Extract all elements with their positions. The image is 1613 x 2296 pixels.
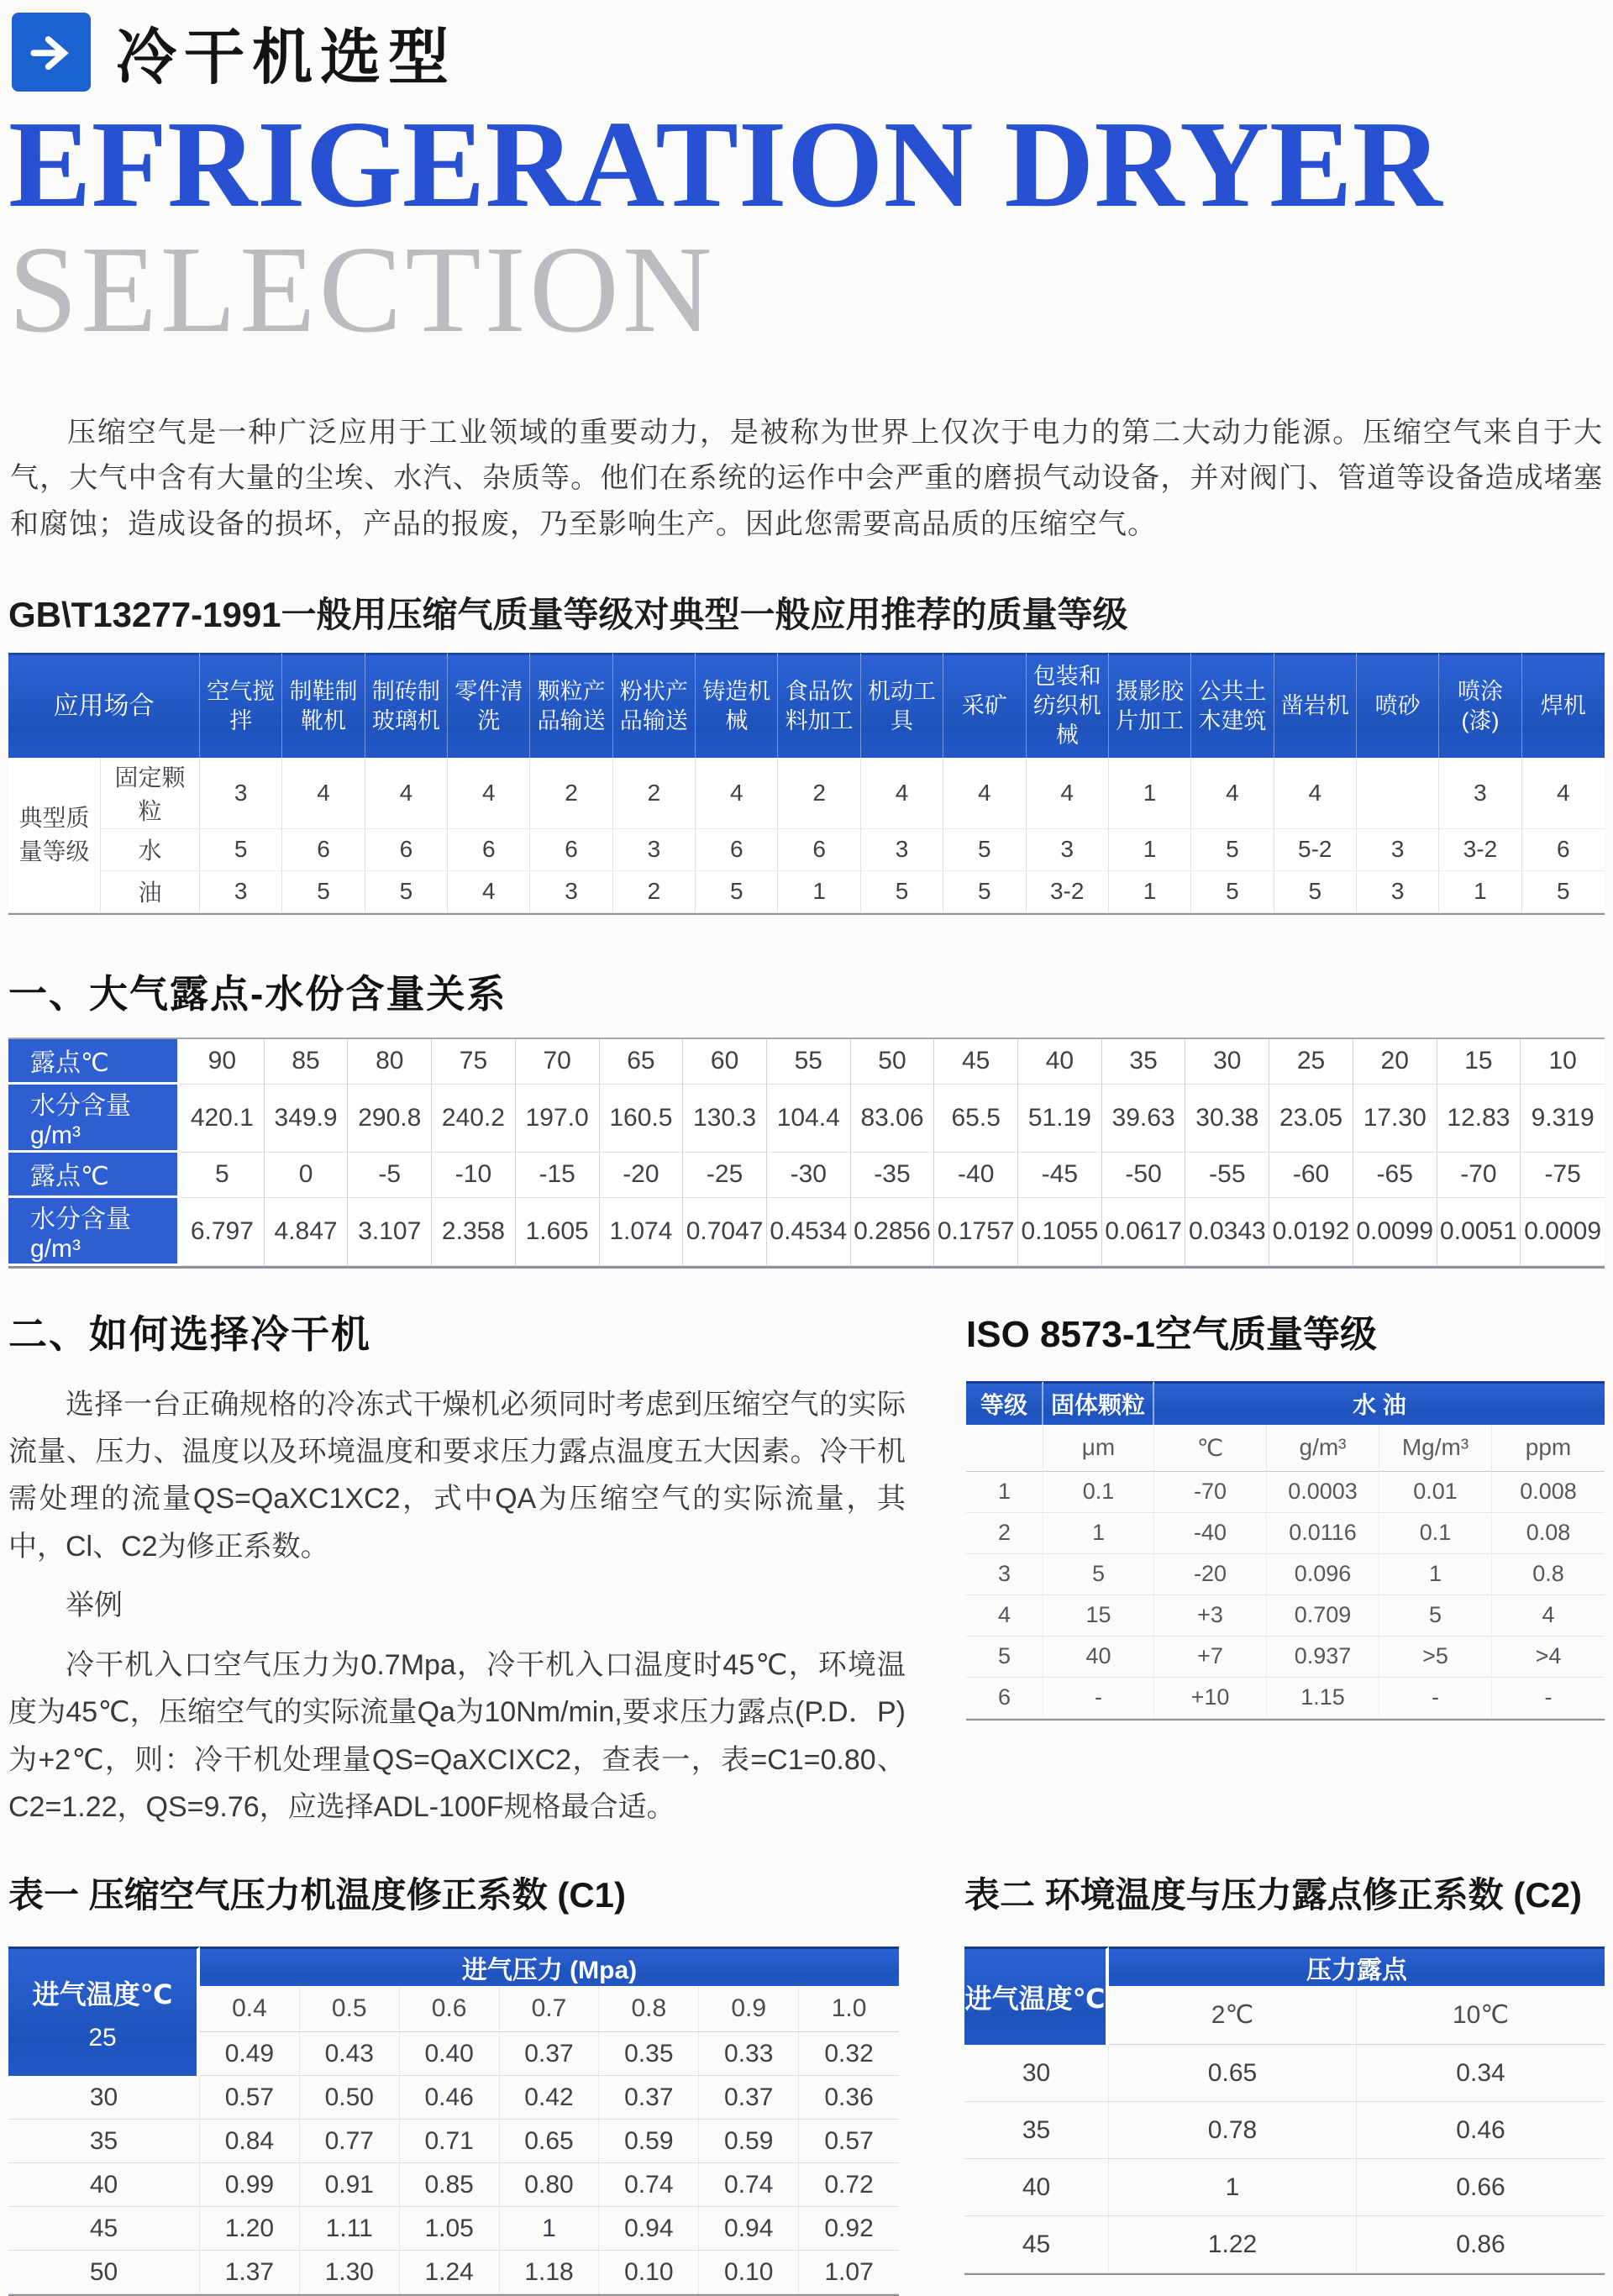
row-label: 露点℃ — [8, 1153, 181, 1198]
table-cell: 0.57 — [200, 2076, 300, 2120]
c2-section — [964, 1868, 1605, 2275]
table-cell: 1.15 — [1267, 1678, 1379, 1719]
table-cell: 4 — [1522, 758, 1605, 829]
table-cell: 0.74 — [699, 2163, 799, 2207]
table-cell: 0.94 — [599, 2207, 699, 2251]
table-cell: 1 — [1109, 829, 1191, 871]
table-cell: 0.08 — [1492, 1513, 1605, 1554]
table-cell: 0.096 — [1267, 1554, 1379, 1595]
table-cell: 0.0099 — [1353, 1198, 1437, 1266]
column-header: 喷砂 — [1357, 653, 1439, 757]
column-header: 1.0 — [799, 1986, 899, 2032]
row-label: 45 — [8, 2207, 200, 2251]
page-title: 冷干机选型 — [116, 24, 457, 92]
table-cell: 0.1 — [1043, 1472, 1154, 1513]
table-cell: 75 — [432, 1039, 516, 1085]
middle-columns — [8, 1304, 1605, 1831]
table-cell: 40 — [1018, 1039, 1102, 1085]
table-cell: 197.0 — [516, 1085, 600, 1153]
table-cell: 0.92 — [799, 2207, 899, 2251]
row-label: 3 — [966, 1554, 1043, 1595]
table-cell: 0 — [265, 1153, 349, 1198]
table-cell: -10 — [432, 1153, 516, 1198]
table-cell: 5 — [1191, 829, 1274, 871]
table-cell: 0.0009 — [1521, 1198, 1605, 1266]
column-header: 零件清洗 — [448, 653, 530, 757]
column-header: 0.8 — [599, 1986, 699, 2032]
column-header-label: 进气温度℃ — [32, 1978, 173, 2010]
table-cell: 349.9 — [265, 1085, 349, 1153]
table-cell: 0.37 — [699, 2076, 799, 2120]
row-label: 水分含量g/m³ — [8, 1085, 181, 1153]
table-cell: 23.05 — [1269, 1085, 1353, 1153]
table-cell: 4 — [1274, 758, 1357, 829]
table-cell: 0.1 — [1379, 1513, 1492, 1554]
unit-header: g/m³ — [1267, 1425, 1379, 1472]
table-cell: 130.3 — [683, 1085, 767, 1153]
table-cell: 25 — [1269, 1039, 1353, 1085]
table-cell: 6 — [778, 829, 860, 871]
table-cell: 0.86 — [1357, 2216, 1605, 2273]
table-cell: 0.10 — [599, 2251, 699, 2294]
row-label: 35 — [8, 2120, 200, 2163]
table-cell: +7 — [1154, 1637, 1267, 1678]
table-cell: 3.107 — [348, 1198, 432, 1266]
table-cell: 5 — [1379, 1595, 1492, 1637]
table-cell: 1.20 — [200, 2207, 300, 2251]
table-cell: - — [1379, 1678, 1492, 1719]
table-cell: 4 — [1191, 758, 1274, 829]
row-label: 5 — [966, 1637, 1043, 1678]
column-header: 应用场合 — [8, 653, 200, 757]
table-cell: 5 — [365, 871, 448, 913]
table-cell: 3-2 — [1027, 871, 1109, 913]
table-cell: 1 — [1439, 871, 1521, 913]
table-cell: 1.22 — [1109, 2216, 1357, 2273]
table-cell: 0.42 — [500, 2076, 600, 2120]
table-cell: 290.8 — [348, 1085, 432, 1153]
table-cell: 0.10 — [699, 2251, 799, 2294]
row-label: 40 — [964, 2159, 1109, 2216]
table-cell: 1 — [1109, 871, 1191, 913]
table-cell: 2 — [778, 758, 860, 829]
table-cell: 0.85 — [400, 2163, 500, 2207]
table-cell: 2.358 — [432, 1198, 516, 1266]
table-cell: -25 — [683, 1153, 767, 1198]
table-cell: 0.8 — [1492, 1554, 1605, 1595]
row-label: 水分含量g/m³ — [8, 1198, 181, 1266]
table-cell: - — [1043, 1678, 1154, 1719]
table-cell: 0.35 — [599, 2032, 699, 2076]
column-header-label: 进气温度℃ — [964, 1983, 1106, 2015]
table-cell: 0.33 — [699, 2032, 799, 2076]
table-cell: 0.008 — [1492, 1472, 1605, 1513]
table-cell: -20 — [600, 1153, 684, 1198]
row-label: 35 — [964, 2102, 1109, 2159]
table-cell: 6 — [282, 829, 365, 871]
c1-correction-table — [8, 1947, 899, 2296]
table-cell: 0.84 — [200, 2120, 300, 2163]
table-cell: 240.2 — [432, 1085, 516, 1153]
table-cell: 0.34 — [1357, 2045, 1605, 2102]
table-cell: 0.74 — [599, 2163, 699, 2207]
table-cell: 0.40 — [400, 2032, 500, 2076]
iso-section — [966, 1304, 1605, 1721]
table-cell: 1.074 — [600, 1198, 684, 1266]
table-cell: 160.5 — [600, 1085, 684, 1153]
table-cell: 3 — [200, 871, 282, 913]
table-cell: 3-2 — [1439, 829, 1521, 871]
select-section — [8, 1304, 906, 1831]
table-cell: 0.72 — [799, 2163, 899, 2207]
row-label: 水 — [101, 829, 200, 871]
table-cell: 1.11 — [300, 2207, 400, 2251]
table-cell: 5 — [181, 1153, 265, 1198]
table-cell: -45 — [1018, 1153, 1102, 1198]
table-cell: 4 — [1027, 758, 1109, 829]
table-cell: 0.50 — [300, 2076, 400, 2120]
column-header: 采矿 — [943, 653, 1026, 757]
table-cell: 0.7047 — [683, 1198, 767, 1266]
table-cell: 4 — [861, 758, 943, 829]
unit-header: Mg/m³ — [1379, 1425, 1492, 1472]
row-group-label: 典型质量等级 — [8, 758, 101, 913]
unit-header: ℃ — [1154, 1425, 1267, 1472]
table-cell: 70 — [516, 1039, 600, 1085]
row-label: 30 — [964, 2045, 1109, 2102]
table-cell: 0.709 — [1267, 1595, 1379, 1637]
table-cell: 6 — [696, 829, 778, 871]
column-header: 焊机 — [1522, 653, 1605, 757]
table-cell: 1.18 — [500, 2251, 600, 2294]
table-cell: 1.05 — [400, 2207, 500, 2251]
table-cell: -35 — [851, 1153, 935, 1198]
column-header: 2℃ — [1109, 1986, 1357, 2045]
iso-quality-table — [966, 1381, 1605, 1721]
section1-heading: 一、大气露点-水份含量关系 — [8, 971, 507, 1016]
table-cell: 12.83 — [1437, 1085, 1521, 1153]
table-cell: -75 — [1521, 1153, 1605, 1198]
table-cell: >5 — [1379, 1637, 1492, 1678]
table-cell: 0.36 — [799, 2076, 899, 2120]
table-cell: 6 — [448, 829, 530, 871]
table-cell: 4 — [282, 758, 365, 829]
title-english-line2: SELECTION — [8, 221, 716, 360]
table-cell: 50 — [851, 1039, 935, 1085]
column-header: 颗粒产品输送 — [530, 653, 612, 757]
section2-heading: 二、如何选择冷干机 — [8, 1311, 371, 1356]
table-cell: 5 — [282, 871, 365, 913]
column-header: 铸造机械 — [696, 653, 778, 757]
table-cell: 0.43 — [300, 2032, 400, 2076]
table-cell: 6 — [1522, 829, 1605, 871]
table-cell: 40 — [1043, 1637, 1154, 1678]
table-cell: 5 — [943, 871, 1026, 913]
column-group-header: 压力露点 — [1109, 1947, 1605, 1986]
column-header: 摄影胶片加工 — [1109, 653, 1191, 757]
table-cell: 5 — [200, 829, 282, 871]
table-cell: 0.80 — [500, 2163, 600, 2207]
table-cell: >4 — [1492, 1637, 1605, 1678]
table-cell: 35 — [1102, 1039, 1186, 1085]
unit-header: μm — [1043, 1425, 1154, 1472]
gb-table-heading: GB\T13277-1991一般用压缩气质量等级对典型一般应用推荐的质量等级 — [8, 595, 1128, 635]
column-header — [964, 1947, 1109, 2045]
table-cell: 0.94 — [699, 2207, 799, 2251]
table-cell: 1.37 — [200, 2251, 300, 2294]
table-cell: 0.71 — [400, 2120, 500, 2163]
table-cell: 6.797 — [181, 1198, 265, 1266]
column-header: 粉状产品输送 — [613, 653, 696, 757]
table-cell: 1 — [1109, 758, 1191, 829]
table-cell: -40 — [1154, 1513, 1267, 1554]
table-cell: 0.4534 — [767, 1198, 851, 1266]
row-label: 40 — [8, 2163, 200, 2207]
table-cell: 5 — [1274, 871, 1357, 913]
table-cell: 17.30 — [1353, 1085, 1437, 1153]
table-cell: 1 — [1043, 1513, 1154, 1554]
select-example-label: 举例 — [66, 1589, 123, 1622]
column-header: 0.4 — [200, 1986, 300, 2032]
table-cell: -15 — [516, 1153, 600, 1198]
c2-correction-table — [964, 1947, 1605, 2275]
column-header: 0.7 — [500, 1986, 600, 2032]
table-cell: 0.49 — [200, 2032, 300, 2076]
table-cell: 6 — [365, 829, 448, 871]
column-header: 水 油 — [1154, 1381, 1605, 1425]
column-header: 喷涂(漆) — [1439, 653, 1521, 757]
column-header: 等级 — [966, 1381, 1043, 1425]
table-cell: 80 — [348, 1039, 432, 1085]
table-cell: 0.32 — [799, 2032, 899, 2076]
column-header: 食品饮料加工 — [778, 653, 860, 757]
table-cell: 104.4 — [767, 1085, 851, 1153]
table-cell: 15 — [1437, 1039, 1521, 1085]
table-cell: 2 — [613, 871, 696, 913]
table-cell: 0.57 — [799, 2120, 899, 2163]
column-header: 空气搅拌 — [200, 653, 282, 757]
table-cell: 0.0617 — [1102, 1198, 1186, 1266]
column-header: 10℃ — [1357, 1986, 1605, 2045]
table-cell: 4 — [448, 758, 530, 829]
row-label: 45 — [964, 2216, 1109, 2273]
table-cell: -65 — [1353, 1153, 1437, 1198]
table-cell: 1.605 — [516, 1198, 600, 1266]
table-cell: 0.0192 — [1269, 1198, 1353, 1266]
row-label: 30 — [8, 2076, 200, 2120]
table-cell: 0.01 — [1379, 1472, 1492, 1513]
table-cell: 3 — [200, 758, 282, 829]
table-cell: 1 — [1379, 1554, 1492, 1595]
table-cell: 60 — [683, 1039, 767, 1085]
column-header: 包装和纺织机械 — [1027, 653, 1109, 757]
table-cell: 5 — [861, 871, 943, 913]
table-cell: 0.78 — [1109, 2102, 1357, 2159]
table-cell: -70 — [1437, 1153, 1521, 1198]
table-cell: 420.1 — [181, 1085, 265, 1153]
row-label: 1 — [966, 1472, 1043, 1513]
table-cell: 0.2856 — [851, 1198, 935, 1266]
table-cell: 90 — [181, 1039, 265, 1085]
unit-header: ppm — [1492, 1425, 1605, 1472]
column-header: 机动工具 — [861, 653, 943, 757]
iso-table-heading: ISO 8573-1空气质量等级 — [966, 1313, 1378, 1355]
table-cell: 5 — [1522, 871, 1605, 913]
table-cell: 6 — [530, 829, 612, 871]
table-cell: 0.99 — [200, 2163, 300, 2207]
table-cell: 83.06 — [851, 1085, 935, 1153]
row-label: 油 — [101, 871, 200, 913]
table-cell: 65.5 — [934, 1085, 1018, 1153]
table-cell: 3 — [1439, 758, 1521, 829]
table-cell: -5 — [348, 1153, 432, 1198]
table-cell — [1357, 758, 1439, 829]
table-cell: 5 — [1191, 871, 1274, 913]
table-cell: +10 — [1154, 1678, 1267, 1719]
table-cell: 15 — [1043, 1595, 1154, 1637]
table-cell: 0.1055 — [1018, 1198, 1102, 1266]
arrow-right-icon — [12, 13, 91, 92]
table-cell: 3 — [1027, 829, 1109, 871]
table-cell: 0.0051 — [1437, 1198, 1521, 1266]
table-cell: 0.65 — [500, 2120, 600, 2163]
c1-table-heading: 表一 压缩空气压力机温度修正系数 (C1) — [8, 1875, 627, 1915]
column-header: 公共土木建筑 — [1191, 653, 1274, 757]
row-label: 6 — [966, 1678, 1043, 1719]
table-cell: 10 — [1521, 1039, 1605, 1085]
column-header: 凿岩机 — [1274, 653, 1357, 757]
table-cell: 2 — [530, 758, 612, 829]
table-cell: 3 — [1357, 871, 1439, 913]
dew-point-table — [8, 1038, 1605, 1269]
table-cell: 2 — [613, 758, 696, 829]
table-cell: 30.38 — [1185, 1085, 1269, 1153]
table-cell: 0.65 — [1109, 2045, 1357, 2102]
row-label: 露点℃ — [8, 1039, 181, 1085]
table-cell: 0.66 — [1357, 2159, 1605, 2216]
table-cell: 5 — [1043, 1554, 1154, 1595]
table-cell: 5 — [696, 871, 778, 913]
table-cell: 55 — [767, 1039, 851, 1085]
table-cell: 4 — [696, 758, 778, 829]
table-cell: -60 — [1269, 1153, 1353, 1198]
table-cell: 9.319 — [1521, 1085, 1605, 1153]
page-header — [12, 0, 1605, 96]
unit-header — [966, 1425, 1043, 1472]
table-cell: 3 — [530, 871, 612, 913]
table-cell: -50 — [1102, 1153, 1186, 1198]
table-cell: 0.0343 — [1185, 1198, 1269, 1266]
column-header: 0.6 — [400, 1986, 500, 2032]
table-cell: 20 — [1353, 1039, 1437, 1085]
gb-quality-table — [8, 653, 1605, 914]
row-label: 50 — [8, 2251, 200, 2294]
row-label: 2 — [966, 1513, 1043, 1554]
row-label: 4 — [966, 1595, 1043, 1637]
c1-section — [8, 1868, 899, 2296]
table-cell: 0.91 — [300, 2163, 400, 2207]
column-header: 0.9 — [699, 1986, 799, 2032]
table-cell: 0.37 — [599, 2076, 699, 2120]
table-cell: 65 — [600, 1039, 684, 1085]
table-cell: 4 — [1492, 1595, 1605, 1637]
table-cell: -55 — [1185, 1153, 1269, 1198]
table-cell: 30 — [1185, 1039, 1269, 1085]
table-cell: 1.30 — [300, 2251, 400, 2294]
table-cell: 45 — [934, 1039, 1018, 1085]
table-cell: - — [1492, 1678, 1605, 1719]
column-header — [8, 1947, 200, 2076]
table-cell: 1 — [778, 871, 860, 913]
column-header: 固体颗粒 — [1043, 1381, 1154, 1425]
table-cell: +3 — [1154, 1595, 1267, 1637]
table-cell: 0.0003 — [1267, 1472, 1379, 1513]
select-paragraph-1: 选择一台正确规格的冷冻式干燥机必须同时考虑到压缩空气的实际流量、压力、温度以及环境温度和要求压力露点温度五大因素。冷干机需处理的流量QS=QaXC1XC2，式中QA为压缩空气的实际流量，其中，Cl、C2为修正系数。 — [8, 1388, 906, 1563]
column-header: 制砖制玻璃机 — [365, 653, 448, 757]
column-header: 制鞋制靴机 — [282, 653, 365, 757]
column-group-header: 进气压力 (Mpa) — [200, 1947, 899, 1986]
table-cell: 3 — [613, 829, 696, 871]
table-cell: -40 — [934, 1153, 1018, 1198]
table-cell: 4 — [943, 758, 1026, 829]
table-cell: 0.59 — [599, 2120, 699, 2163]
table-cell: 51.19 — [1018, 1085, 1102, 1153]
table-cell: -70 — [1154, 1472, 1267, 1513]
table-cell: 1.07 — [799, 2251, 899, 2294]
column-header: 0.5 — [300, 1986, 400, 2032]
table-cell: 3 — [1357, 829, 1439, 871]
table-cell: 3 — [861, 829, 943, 871]
table-cell: 0.937 — [1267, 1637, 1379, 1678]
table-cell: 4.847 — [265, 1198, 349, 1266]
table-cell: 0.77 — [300, 2120, 400, 2163]
select-paragraph-2: 冷干机入口空气压力为0.7Mpa，冷干机入口温度时45℃，环境温度为45℃，压缩空气的实际流量Qa为10Nm/min,要求压力露点(P.D．P)为+2℃，则：冷干机处理量QS=QaXCIXC2，查表一，表=C1=0.80、C2=1.22，QS=9.76，应选择ADL-100F规格最合适。 — [8, 1648, 906, 1824]
table-cell: 0.46 — [400, 2076, 500, 2120]
title-english-line1: EFRIGERATION DRYER — [8, 96, 1442, 234]
bottom-columns — [8, 1868, 1605, 2296]
table-cell: 1.24 — [400, 2251, 500, 2294]
row-label: 固定颗粒 — [101, 758, 200, 829]
table-cell: 39.63 — [1102, 1085, 1186, 1153]
table-cell: 1 — [1109, 2159, 1357, 2216]
table-cell: 4 — [365, 758, 448, 829]
table-cell: 85 — [265, 1039, 349, 1085]
table-cell: 0.46 — [1357, 2102, 1605, 2159]
table-cell: 4 — [448, 871, 530, 913]
table-cell: 5 — [943, 829, 1026, 871]
table-cell: 5-2 — [1274, 829, 1357, 871]
table-cell: -20 — [1154, 1554, 1267, 1595]
table-cell: -30 — [767, 1153, 851, 1198]
row-label: 25 — [88, 2023, 117, 2052]
intro-paragraph: 压缩空气是一种广泛应用于工业领域的重要动力，是被称为世界上仅次于电力的第二大动力能源。压缩空气来自于大气，大气中含有大量的尘埃、水汽、杂质等。他们在系统的运作中会严重的磨损气动设备，并对阀门、管道等设备造成堵塞和腐蚀；造成设备的损坏，产品的报废，乃至影响生产。因此您需要高品质的压缩空气。 — [10, 417, 1603, 540]
c2-table-heading: 表二 环境温度与压力露点修正系数 (C2) — [964, 1875, 1583, 1915]
table-cell: 0.0116 — [1267, 1513, 1379, 1554]
table-cell: 1 — [500, 2207, 600, 2251]
table-cell: 0.1757 — [934, 1198, 1018, 1266]
table-cell: 0.37 — [500, 2032, 600, 2076]
table-cell: 0.59 — [699, 2120, 799, 2163]
